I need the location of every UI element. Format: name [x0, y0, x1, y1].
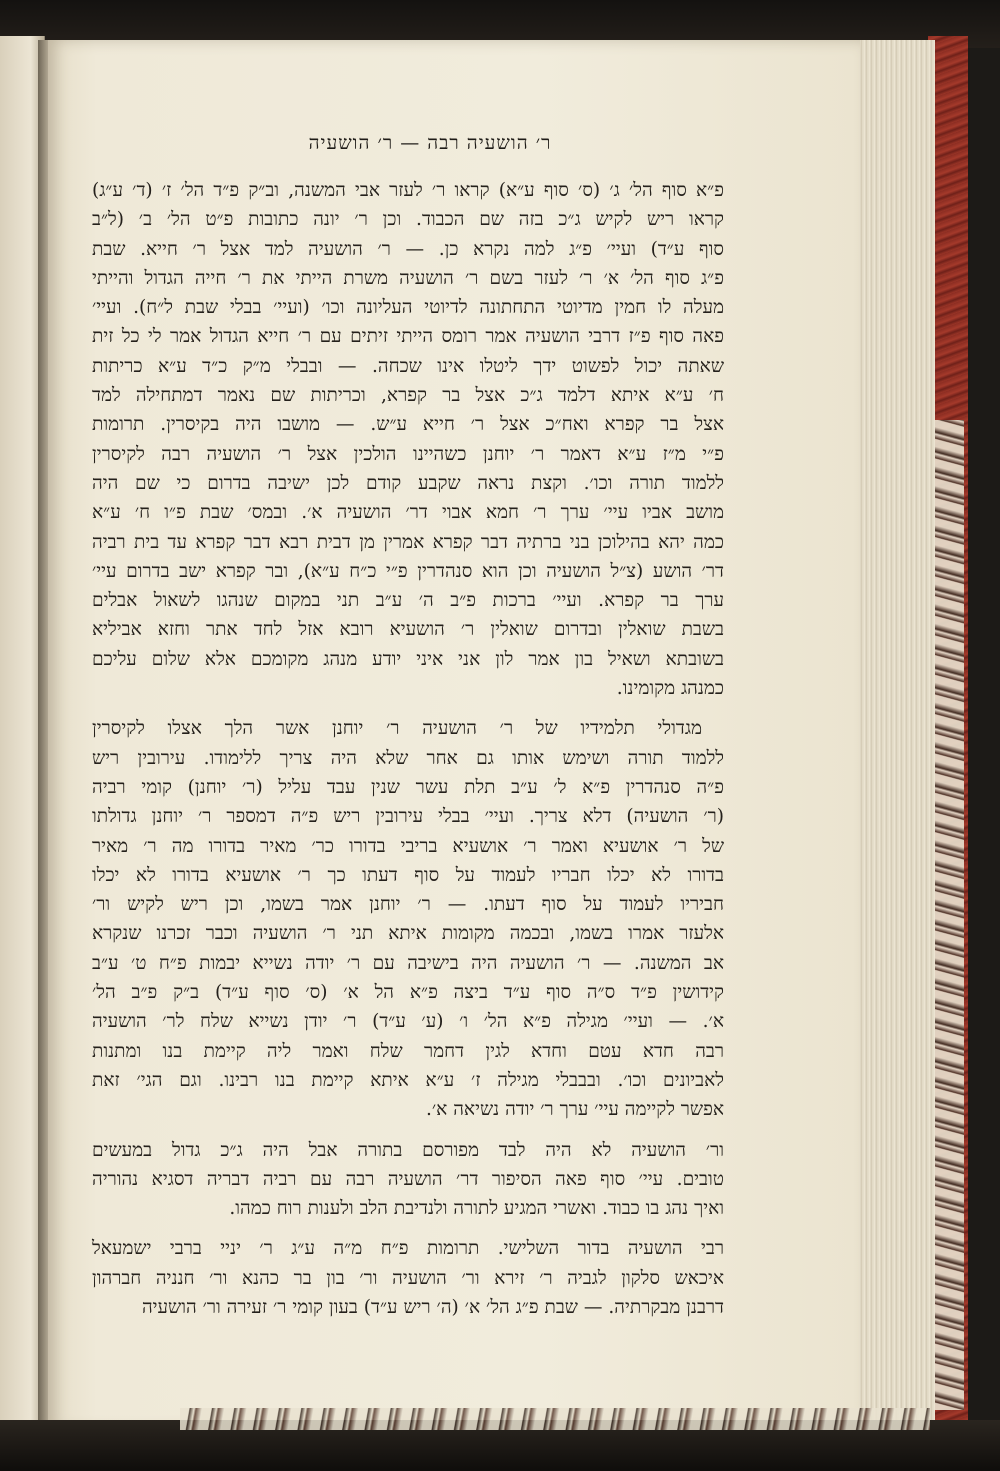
text-line: אפשר לקיימה עיי׳ ערך ר׳ יודה נשיאה א׳.: [425, 1099, 724, 1121]
text-line: ללמוד תורה וכו׳. וקצת נראה שקבע קודם לכן ישיבה בדרום כי שם היה: [92, 472, 724, 494]
text-line: פ״ה סנהדרין פ״א ל׳ ע״ב תלת עשר שנין עבד עליל (ר׳ יוחנן) קומי רביה: [92, 776, 724, 798]
text-line: רבה חדא עטם וחדא לגין דחמר שלח ואמר ליה קיימת בנו ומתנות: [92, 1040, 724, 1062]
text-line: פאה סוף פ״ז דרבי הושעיה אמר רומס הייתי זיתים עם ר׳ חייא הגדול אמר לי כל זית: [92, 326, 724, 348]
text-line: איכאש סלקון לגביה ר׳ זירא ור׳ הושעיה ור׳ בון בר כהנא ור׳ חנניה חברהון: [92, 1267, 724, 1289]
text-line: ערך בר קפרא. ועיי׳ ברכות פ״ב ה׳ ע״ב תני במקום שנהגו לשאול אבלים: [92, 590, 724, 612]
text-line: אב המשנה. — ר׳ הושעיה היה בישיבה עם ר׳ יודה נשייא יבמות פ״ח ט׳ ע״ב: [92, 952, 724, 974]
text-line: רבי הושעיה בדור השלישי. תרומות פ״ח מ״ה ע״ג ר׳ יניי ברבי ישמעאל: [92, 1238, 724, 1260]
text-line: אלעזר אמרו בשמו, ובכמה מקומות איתא תני ר׳ הושעיה וכבר זכרנו שנקרא: [92, 923, 724, 945]
text-line: ור׳ הושעיה לא היה לבד מפורסם בתורה אבל היה ג״כ גדול במעשים: [92, 1139, 724, 1161]
text-line: בשובתא ושאיל בון אמר לון אני איני יודע מנהג מקומכם אלא שלום עליכם: [92, 648, 724, 670]
text-line: לאביונים וכו׳. ובבבלי מגילה ז׳ ע״א איתא קיימת בנו רבינו. וגם הגי׳ זאת: [92, 1069, 724, 1091]
text-line: שאתה יכול לפשוט ידך ליטלו אינו שכחה. — ובבלי מ״ק כ״ד ע״א כריתות: [92, 355, 724, 377]
text-line: של ר׳ אושעיא ואמר ר׳ אושעיא בריבי בדורו כר׳ מאיר בדורו מה ר׳ מאיר: [92, 835, 724, 857]
text-line: פ״ג סוף הל׳ א׳ ר׳ לעזר בשם ר׳ הושעיה משרת הייתי את ר׳ חייה הגדול והייתי: [92, 267, 724, 289]
page-body: [92, 176, 724, 1333]
text-line: דר׳ הושע (צ״ל הושעיה וכן הוא סנהדרין פ״י כ״ח ע״א), ובר קפרא ישב בדרום עיי׳: [92, 560, 724, 582]
text-line: א׳. — ועיי׳ מגילה פ״א הל׳ ו׳ (ע׳ ע״ד) ר׳ יודן נשייא שלח לר׳ הושעיה: [92, 1011, 724, 1033]
marbled-edge-right: [934, 420, 964, 1410]
text-line: מגדולי תלמידיו של ר׳ הושעיה ר׳ יוחנן אשר הלך אצלו לקיסרין: [92, 718, 702, 740]
running-header: ר׳ הושעיה רבה — ר׳ הושעיה: [308, 132, 552, 154]
text-line: סוף ע״ד) ועיי׳ פ״ג למה נקרא כן. — ר׳ הושעיה למד אצל ר׳ חייא. שבת: [92, 238, 724, 260]
text-line: ואיך נהג בו כבוד. ואשרי המגיע לתורה ולנדיבת הלב ולענות רוח כמהו.: [229, 1198, 724, 1220]
text-line: ללמוד תורה ושימש אותו גם אחר שלא היה צריך ללימודו. עירובין ריש: [92, 747, 724, 769]
paragraph: [92, 1136, 724, 1224]
text-line: ח׳ ע״א איתא דלמד ג״כ אצל בר קפרא, וכריתות שם נאמר דמתחילה למד: [92, 385, 724, 407]
paragraph: [92, 176, 724, 703]
text-line: כמנהג מקומינו.: [616, 678, 724, 700]
text-line: דרבנן מבקרתיה. — שבת פ״ג הל׳ א׳ (ה׳ ריש ע״ד) בעון קומי ר׳ זעירה ור׳ הושעיה: [141, 1296, 724, 1318]
text-line: קראו ריש לקיש ג״כ בזה שם הכבוד. וכן ר׳ יונה כתובות פ״ט הל׳ ב׳ (ל״ב: [92, 209, 724, 231]
text-line: מעלה לו חמין מדיוטי התחתונה לדיוטי העליונה וכו׳ (ועיי׳ בבלי שבת ל״ח). ועיי׳: [92, 297, 724, 319]
paragraph: [92, 714, 724, 1124]
page-stack-edges: [852, 40, 935, 1435]
text-line: פ״י מ״ז ע״א דאמר ר׳ יוחנן כשהיינו הולכין אצל ר׳ הושעיה רבה לקיסרין: [92, 443, 724, 465]
text-line: קידושין פ״ד ס״ה סוף ע״ד ביצה פ״א הל א׳ (ס׳ סוף ע״ד) ב״ק פ״ב הל׳: [92, 982, 724, 1004]
text-line: מושב אביו עיי׳ ערך ר׳ חמא אבוי דר׳ הושעיה א׳. ובמס׳ שבת פ״ו ח׳ ע״א: [92, 502, 724, 524]
text-line: פ״א סוף הל׳ ג׳ (ס׳ סוף ע״א) קראו ר׳ לעזר אבי המשנה, וב״ק פ״ד הל׳ ז׳ (ד׳ ע״ג): [92, 180, 724, 201]
text-line: אצל בר קפרא ואח״כ אצל ר׳ חייא ע״ש. — מושבו היה בקיסרין. תרומות: [92, 414, 724, 436]
text-line: כמה יהא בהילוכן בני ברתיה דבר קפרא אמרין מן דבית רבא דבר קפרא עד בית רביה: [92, 531, 724, 553]
text-line: (ר׳ הושעיה) דלא צריך. ועיי׳ בבלי עירובין ריש פ״ה דמספר ר׳ יוחנן גדולתו: [92, 806, 724, 828]
text-line: טובים. עיי׳ סוף פאה הסיפור דר׳ הושעיה רבה עם רביה דבריה דסגיא נהוריה: [92, 1168, 724, 1190]
paragraph: [92, 1234, 724, 1322]
text-line: בדורו לא יכלו חבריו לעמוד על סוף דעתו כך ר׳ אושעיא בדורו לא יכלו: [92, 864, 724, 886]
text-line: חביריו לעמוד על סוף דעתו. — ר׳ יוחנן אמר בשמו, וכן ריש לקיש ור׳: [92, 894, 724, 916]
text-line: בשבת שואלין ובדרום שואלין ר׳ הושעיא רובא אזל לחד אתר וחזא אביליא: [92, 619, 724, 641]
marbled-edge-bottom: [180, 1408, 930, 1430]
